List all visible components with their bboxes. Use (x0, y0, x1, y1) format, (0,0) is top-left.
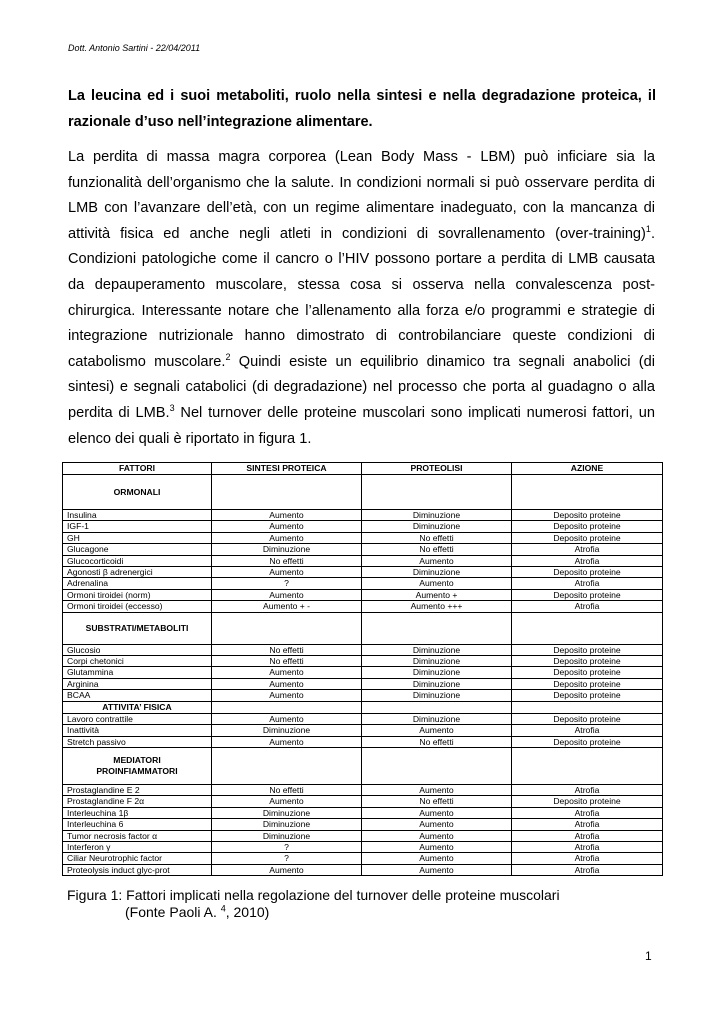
table-row (63, 589, 663, 600)
cell-fattore: BCAA (63, 690, 212, 701)
body-text-4: Nel turnover delle proteine muscolari sono implicati numerosi fattori, un elenco dei quali è riportato in figura 1. (68, 404, 655, 447)
cell-proteolisi: Aumento (362, 807, 512, 818)
page-number: 1 (645, 949, 652, 963)
cell-fattore: GH (63, 532, 212, 543)
table-group-empty-cell (362, 701, 512, 713)
cell-fattore: Tumor necrosis factor α (63, 830, 212, 841)
table-row (63, 784, 663, 795)
header-proteolisi: PROTEOLISI (362, 463, 512, 475)
table-row (63, 736, 663, 747)
footnote-ref-2: 2 (225, 351, 231, 362)
cell-fattore: Insulina (63, 510, 212, 521)
footnote-ref-3: 3 (169, 403, 175, 414)
cell-fattore: Corpi chetonici (63, 656, 212, 667)
table-row (63, 544, 663, 555)
cell-azione: Atrofia (512, 725, 663, 736)
cell-fattore: Lavoro contrattile (63, 713, 212, 724)
cell-fattore: Proteolysis induct glyc-prot (63, 864, 212, 875)
table-row (63, 532, 663, 543)
cell-sintesi: No effetti (212, 555, 362, 566)
table-group-row (63, 747, 663, 784)
caption-source: (Fonte Paoli A. (125, 904, 221, 920)
cell-sintesi: Diminuzione (212, 725, 362, 736)
table-group-empty-cell (362, 747, 512, 784)
cell-azione: Deposito proteine (512, 656, 663, 667)
footnote-ref-1: 1 (645, 223, 651, 234)
table-group-label: SUBSTRATI/METABOLITI (63, 612, 212, 644)
table-group-empty-cell (212, 475, 362, 510)
table-row (63, 725, 663, 736)
cell-proteolisi: Aumento (362, 725, 512, 736)
table-header-row (63, 463, 663, 475)
cell-sintesi: Aumento (212, 736, 362, 747)
cell-azione: Deposito proteine (512, 644, 663, 655)
table-group-empty-cell (512, 701, 663, 713)
cell-azione: Atrofia (512, 578, 663, 589)
cell-fattore: IGF-1 (63, 521, 212, 532)
cell-azione: Deposito proteine (512, 521, 663, 532)
table-row (63, 567, 663, 578)
cell-fattore: Glucocorticoidi (63, 555, 212, 566)
cell-fattore: Prostaglandine F 2α (63, 796, 212, 807)
cell-fattore: Prostaglandine E 2 (63, 784, 212, 795)
cell-sintesi: Aumento (212, 796, 362, 807)
cell-azione: Atrofia (512, 807, 663, 818)
cell-proteolisi: Aumento (362, 819, 512, 830)
caption-year: , 2010) (225, 904, 270, 920)
cell-fattore: Interleuchina 6 (63, 819, 212, 830)
table-row (63, 853, 663, 864)
body-text-3: Quindi esiste un equilibrio dinamico tra segnali anabolici (di sintesi) e segnali catabolici (di degradazione) nel processo che porta al guadagno o alla perdita di LMB. (68, 353, 655, 421)
cell-sintesi: Aumento (212, 521, 362, 532)
table-row (63, 656, 663, 667)
cell-proteolisi: Aumento (362, 853, 512, 864)
cell-fattore: Glutammina (63, 667, 212, 678)
table-group-row (63, 612, 663, 644)
cell-fattore: Ormoni tiroidei (norm) (63, 589, 212, 600)
table-row (63, 601, 663, 612)
cell-sintesi: Aumento (212, 690, 362, 701)
cell-sintesi: ? (212, 841, 362, 852)
table-row (63, 796, 663, 807)
cell-proteolisi: No effetti (362, 736, 512, 747)
table-row (63, 841, 663, 852)
table-group-empty-cell (212, 612, 362, 644)
table-group-row (63, 475, 663, 510)
cell-proteolisi: Aumento (362, 784, 512, 795)
cell-proteolisi: Aumento (362, 555, 512, 566)
cell-sintesi: Diminuzione (212, 819, 362, 830)
cell-proteolisi: Aumento +++ (362, 601, 512, 612)
cell-azione: Deposito proteine (512, 532, 663, 543)
cell-azione: Atrofia (512, 853, 663, 864)
cell-azione: Atrofia (512, 784, 663, 795)
cell-azione: Atrofia (512, 601, 663, 612)
table-group-label: ORMONALI (63, 475, 212, 510)
cell-azione: Deposito proteine (512, 690, 663, 701)
table-group-empty-cell (512, 747, 663, 784)
table-row (63, 830, 663, 841)
body-text-2: . Condizioni patologiche come il cancro o l’HIV possono portare a perdita di LMB causata da depauperamento muscolare, stessa cosa si osserva nella convalescenza post-chirurgica. Interessante notare che l’allenamento alla forza e/o programmi e strategie di integrazione nutrizionale hanno dimostrato di controbilanciare queste condizioni di catabolismo muscolare. (68, 225, 655, 370)
caption-line-2 (67, 904, 560, 921)
table-row (63, 644, 663, 655)
cell-azione: Atrofia (512, 819, 663, 830)
table-row (63, 807, 663, 818)
cell-azione: Atrofia (512, 555, 663, 566)
cell-sintesi: Aumento (212, 532, 362, 543)
cell-sintesi: Aumento (212, 567, 362, 578)
figure-caption (67, 887, 560, 921)
cell-fattore: Arginina (63, 678, 212, 689)
table-group-empty-cell (362, 475, 512, 510)
cell-fattore: Interferon γ (63, 841, 212, 852)
cell-proteolisi: Diminuzione (362, 678, 512, 689)
cell-proteolisi: Diminuzione (362, 567, 512, 578)
table-row (63, 667, 663, 678)
table-group-empty-cell (212, 701, 362, 713)
cell-fattore: Interleuchina 1β (63, 807, 212, 818)
table-row (63, 521, 663, 532)
cell-sintesi: Aumento (212, 589, 362, 600)
table-group-empty-cell (512, 612, 663, 644)
cell-azione: Atrofia (512, 544, 663, 555)
cell-azione: Deposito proteine (512, 589, 663, 600)
table-row (63, 713, 663, 724)
cell-fattore: Stretch passivo (63, 736, 212, 747)
table-row (63, 678, 663, 689)
cell-sintesi: Aumento (212, 510, 362, 521)
cell-fattore: Ormoni tiroidei (eccesso) (63, 601, 212, 612)
factors-table (62, 462, 663, 876)
table-group-empty-cell (212, 747, 362, 784)
cell-azione: Atrofia (512, 830, 663, 841)
cell-proteolisi: No effetti (362, 532, 512, 543)
cell-azione: Deposito proteine (512, 510, 663, 521)
cell-sintesi: Diminuzione (212, 830, 362, 841)
cell-fattore: Agonosti β adrenergici (63, 567, 212, 578)
cell-proteolisi: Aumento (362, 864, 512, 875)
cell-proteolisi: Diminuzione (362, 690, 512, 701)
cell-proteolisi: Diminuzione (362, 656, 512, 667)
cell-proteolisi: No effetti (362, 796, 512, 807)
cell-fattore: Adrenalina (63, 578, 212, 589)
cell-azione: Atrofia (512, 864, 663, 875)
page-header: Dott. Antonio Sartini - 22/04/2011 (68, 43, 201, 53)
cell-sintesi: ? (212, 578, 362, 589)
body-text-1: La perdita di massa magra corporea (Lean Body Mass - LBM) può inficiare sia la funzionalità dell’organismo che la salute. In condizioni normali si può osservare perdita di LMB con l’avanzare dell’età, con un regime alimentare inadeguato, con la mancanza di attività fisica ed anche negli atleti in condizioni di sovrallenamento (over-training) (68, 149, 655, 242)
cell-sintesi: Aumento (212, 864, 362, 875)
cell-sintesi: ? (212, 853, 362, 864)
cell-sintesi: Aumento (212, 667, 362, 678)
cell-proteolisi: Diminuzione (362, 713, 512, 724)
cell-fattore: Inattività (63, 725, 212, 736)
cell-proteolisi: Aumento (362, 830, 512, 841)
cell-azione: Deposito proteine (512, 567, 663, 578)
cell-sintesi: Diminuzione (212, 807, 362, 818)
cell-proteolisi: Diminuzione (362, 510, 512, 521)
table-group-label: ATTIVITA’ FISICA (63, 701, 212, 713)
cell-sintesi: Aumento (212, 713, 362, 724)
table-group-empty-cell (512, 475, 663, 510)
table-row (63, 819, 663, 830)
table-group-label: MEDIATORI PROINFIAMMATORI (63, 747, 212, 784)
cell-sintesi: No effetti (212, 784, 362, 795)
cell-proteolisi: No effetti (362, 544, 512, 555)
cell-proteolisi: Diminuzione (362, 521, 512, 532)
cell-azione: Atrofia (512, 841, 663, 852)
header-azione: AZIONE (512, 463, 663, 475)
cell-azione: Deposito proteine (512, 796, 663, 807)
cell-proteolisi: Aumento (362, 578, 512, 589)
cell-proteolisi: Diminuzione (362, 667, 512, 678)
cell-azione: Deposito proteine (512, 713, 663, 724)
table-group-row (63, 701, 663, 713)
header-sintesi-proteica: SINTESI PROTEICA (212, 463, 362, 475)
caption-ref: 4 (220, 903, 226, 914)
table-body (63, 475, 663, 876)
table-row (63, 578, 663, 589)
cell-azione: Deposito proteine (512, 678, 663, 689)
cell-azione: Deposito proteine (512, 736, 663, 747)
table-group-empty-cell (362, 612, 512, 644)
cell-fattore: Glucagone (63, 544, 212, 555)
cell-sintesi: No effetti (212, 656, 362, 667)
cell-azione: Deposito proteine (512, 667, 663, 678)
caption-line-1: Figura 1: Fattori implicati nella regolazione del turnover delle proteine muscolari (67, 887, 560, 903)
cell-proteolisi: Aumento (362, 841, 512, 852)
table-row (63, 510, 663, 521)
cell-sintesi: Aumento (212, 678, 362, 689)
cell-sintesi: Aumento + - (212, 601, 362, 612)
cell-fattore: Ciliar Neurotrophic factor (63, 853, 212, 864)
table-row (63, 690, 663, 701)
cell-sintesi: No effetti (212, 644, 362, 655)
cell-proteolisi: Diminuzione (362, 644, 512, 655)
table-row (63, 864, 663, 875)
body-paragraph (68, 145, 655, 452)
cell-sintesi: Diminuzione (212, 544, 362, 555)
cell-fattore: Glucosio (63, 644, 212, 655)
header-fattori: FATTORI (63, 463, 212, 475)
table-row (63, 555, 663, 566)
document-title: La leucina ed i suoi metaboliti, ruolo nella sintesi e nella degradazione proteica, il razionale d’uso nell’integrazione alimentare. (68, 88, 656, 130)
cell-proteolisi: Aumento + (362, 589, 512, 600)
